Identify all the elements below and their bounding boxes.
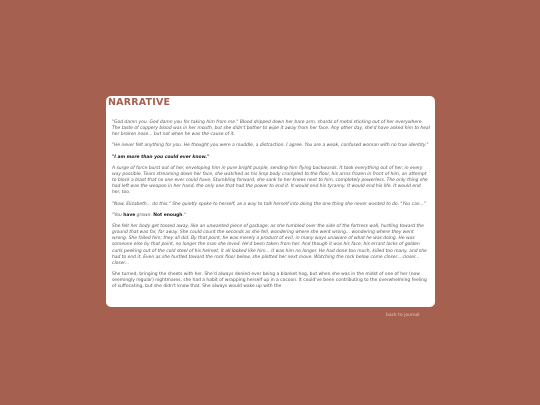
narrative-card	[106, 96, 435, 307]
dialogue-part: grown.	[135, 212, 154, 218]
narrative-title: NARRATIVE	[108, 97, 171, 108]
narrative-paragraph-dialogue	[112, 213, 430, 219]
narrative-paragraph: "God damn you. God damn you for taking him from me." Blood dripped down her bare arm, shards of metal sticking out of her everywhere. The taste of coppery blood was in her mouth, but she didn't bother to wipe it away from her face. Any other day, she'd have asked him to heal her broken nose... but not when he was the cause of it.	[112, 120, 430, 138]
dialogue-emphasis-have: have	[123, 212, 136, 218]
dialogue-part: "You	[112, 212, 124, 218]
back-to-journal-link[interactable]: back to journal	[386, 313, 420, 318]
narrative-paragraph: She felt her body get tossed away, like an unwanted piece of garbage, as she tumbled over the side of the fortress wall, hurtling toward the ground that was far, far away. She could count the seconds as she fell, wondering where she went wrong... wondering where they went wrong. She failed him; they all did. By that point, he was merely a product of evil, in many ways unaware of what he was doing. He was someone else by that point, no longer the man she loved. He'd been taken from her. And though it was his face, his errant locks of golden curls peeking out of the cold steel of his helmet, it all looked like him... it was him no longer. He had done too much, killed too many, and she had to end it. Even as she hurtled toward the rock floor below, she plotted her next move. Watching the rock below come closer... closer... closer...	[112, 223, 427, 266]
dialogue-part: ."	[182, 212, 186, 218]
narrative-paragraph: She turned, bringing the sheets with her. She'd always denied ever being a blanket hog, but when she was in the midst of one of her (now seemingly regular) nightmares, she had a habit of wrapping herself up in a cocoon. It could've been contributing to the overwhelming feeling of suffocating, but she didn't know that. She always would wake up with the	[112, 271, 427, 290]
narrative-paragraph: "Now, Elizabeth... do this." She quietly spoke to herself, as a way to talk herself into doing the one thing she never wanted to do. "You can..."	[112, 201, 426, 207]
narrative-paragraph-emphasis: "I am more than you could ever know."	[112, 154, 210, 160]
dialogue-emphasis-not-enough: Not enough	[153, 212, 183, 218]
narrative-paragraph: "He never felt anything for you. He thought you were a muddle, a distraction. I agree. You are a weak, confused woman with no true identity."	[112, 143, 429, 149]
narrative-body[interactable]	[112, 120, 430, 295]
narrative-paragraph: A surge of force burst out of her, enveloping him in pure bright purple, sending him flying backwards. It took everything out of her, in every way possible. Tears streaming down her face, she watched as his limp body crumpled to the floor, his arms frozen in front of him, an attempt to block a blast that no one ever could have. Stumbling forward, she sank to her knees next to him, completely powerless. The only thing she had left was the weapon in her hand, the only one that had the power to end it. It would end his tyranny. It would end his life. It would end her, too.	[112, 165, 428, 196]
